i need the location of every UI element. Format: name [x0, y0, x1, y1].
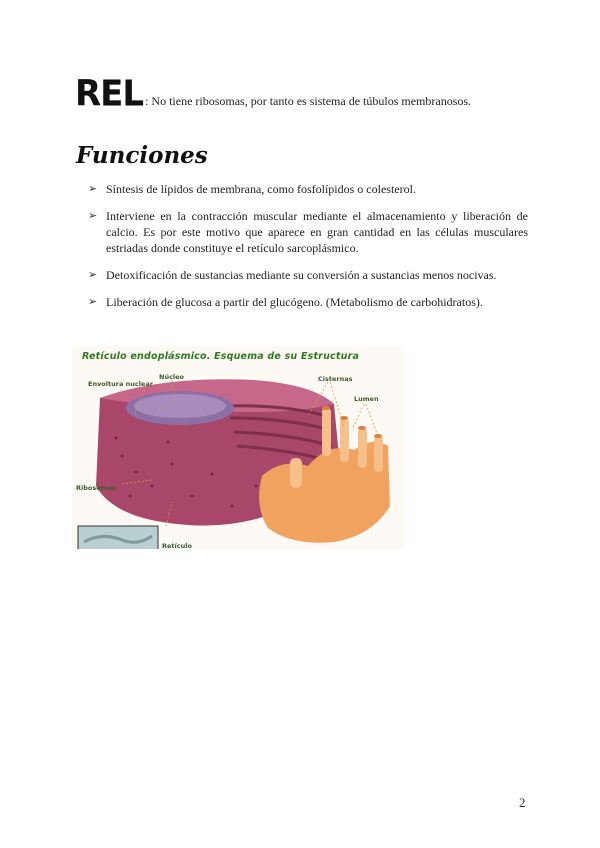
arrow-bullet-icon: ➢: [88, 295, 98, 308]
label-ribosomas: Ribosomas: [76, 484, 116, 492]
funciones-list: [88, 181, 528, 321]
label-lumen: Lumen: [354, 395, 379, 403]
rel-title: REL: [75, 73, 144, 115]
list-item: [88, 181, 528, 197]
label-envoltura-nuclear: Envoltura nuclear: [88, 380, 153, 388]
rel-description: : No tiene ribosomas, por tanto es sistema de túbulos membranosos.: [145, 94, 472, 108]
list-item: [88, 208, 528, 256]
label-reticulo: Retículo: [162, 542, 192, 549]
list-item: [88, 294, 528, 310]
arrow-bullet-icon: ➢: [88, 182, 98, 195]
rel-heading: [75, 74, 471, 114]
list-item-text: Síntesis de lípidos de membrana, como fosfolípidos o colesterol.: [106, 182, 416, 196]
list-item: [88, 267, 528, 283]
arrow-bullet-icon: ➢: [88, 209, 98, 222]
list-item-text: Liberación de glucosa a partir del glucógeno. (Metabolismo de carbohidratos).: [106, 295, 483, 309]
funciones-title: Funciones: [76, 142, 208, 169]
label-nucleo: Núcleo: [159, 373, 185, 381]
page-number: 2: [519, 795, 526, 810]
label-cisternas: Cisternas: [318, 375, 353, 383]
list-item-text: Detoxificación de sustancias mediante su conversión a sustancias menos nocivas.: [106, 268, 497, 282]
figure-title: Retículo endoplásmico. Esquema de su Estructura: [82, 351, 360, 362]
list-item-text: Interviene en la contracción muscular mediante el almacenamiento y liberación de calcio. Es por este motivo que aparece en gran cantidad en las células musculares estriadas donde constituye el retículo sarcoplásmico.: [106, 209, 528, 255]
arrow-bullet-icon: ➢: [88, 268, 98, 281]
er-illustration: [72, 346, 404, 549]
er-structure-figure: [72, 346, 404, 549]
